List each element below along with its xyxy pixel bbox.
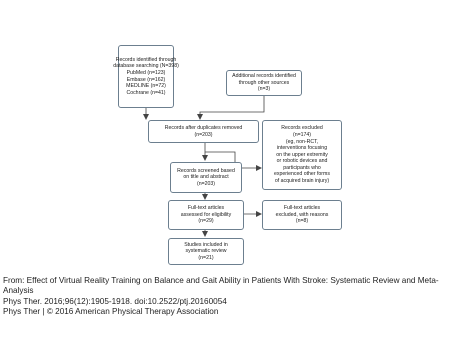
- box-line: Records excluded: [281, 125, 323, 132]
- box-line: MEDLINE (n=72): [126, 83, 166, 90]
- additional-records-box: [226, 70, 302, 96]
- box-line: (n=29): [198, 218, 214, 225]
- duplicates-removed-box: [148, 120, 259, 143]
- box-line: on title and abstract: [183, 174, 229, 181]
- box-line: participants who: [283, 164, 321, 171]
- box-line: of acquired brain injury): [274, 178, 330, 185]
- box-line: database searching (N=398): [113, 63, 179, 70]
- box-line: excluded, with reasons: [275, 211, 329, 218]
- box-line: PubMed (n=123): [126, 69, 166, 76]
- box-line: Records identified through: [115, 56, 177, 63]
- records-screened-box: [170, 162, 242, 193]
- box-line: (n=8): [295, 218, 309, 225]
- box-line: Records screened based: [177, 167, 235, 174]
- box-line: Additional records identified: [232, 73, 296, 80]
- box-line: (n=203): [194, 131, 213, 138]
- caption-copyright: Phys Ther | © 2016 American Physical Therapy Association: [3, 307, 219, 317]
- box-line: Records after duplicates removed: [164, 124, 243, 131]
- records-excluded-box: [262, 120, 342, 190]
- box-line: (n=203): [196, 180, 216, 187]
- box-line: Embase (n=162): [126, 76, 166, 83]
- box-line: experienced other forms: [274, 171, 330, 178]
- box-line: Studies included in: [184, 241, 228, 248]
- box-line: systematic review: [185, 248, 227, 255]
- box-line: Full-text articles: [187, 205, 225, 212]
- box-line: through other sources: [238, 79, 290, 86]
- box-line: (n=174): [292, 131, 312, 138]
- fulltext-excluded-box: [262, 200, 342, 230]
- box-line: (n=3): [257, 86, 271, 93]
- box-line: assessed for eligibility: [180, 211, 232, 218]
- box-line: or robotic devices and: [276, 158, 328, 165]
- caption-citation: Phys Ther. 2016;96(12):1905-1918. doi:10.2522/ptj.20160054: [3, 296, 227, 306]
- box-line: Cochrane (n=41): [126, 89, 166, 96]
- box-line: (eg, non-RCT,: [285, 138, 319, 145]
- records-identified-box: [113, 45, 179, 108]
- arrow-additional-to-duplicates: [200, 96, 264, 119]
- box-line: on the upper extremity: [276, 151, 328, 158]
- caption-title: From: Effect of Virtual Reality Training on Balance and Gait Ability in Patients With Stroke: Systematic Review and Meta-Analysis: [3, 276, 439, 296]
- studies-included-box: [168, 238, 244, 265]
- fulltext-assessed-box: [168, 200, 244, 230]
- box-line: Full-text articles: [283, 205, 321, 212]
- box-line: interventions focusing: [276, 145, 328, 152]
- box-line: (n=21): [198, 254, 214, 261]
- figure-caption: [3, 276, 447, 318]
